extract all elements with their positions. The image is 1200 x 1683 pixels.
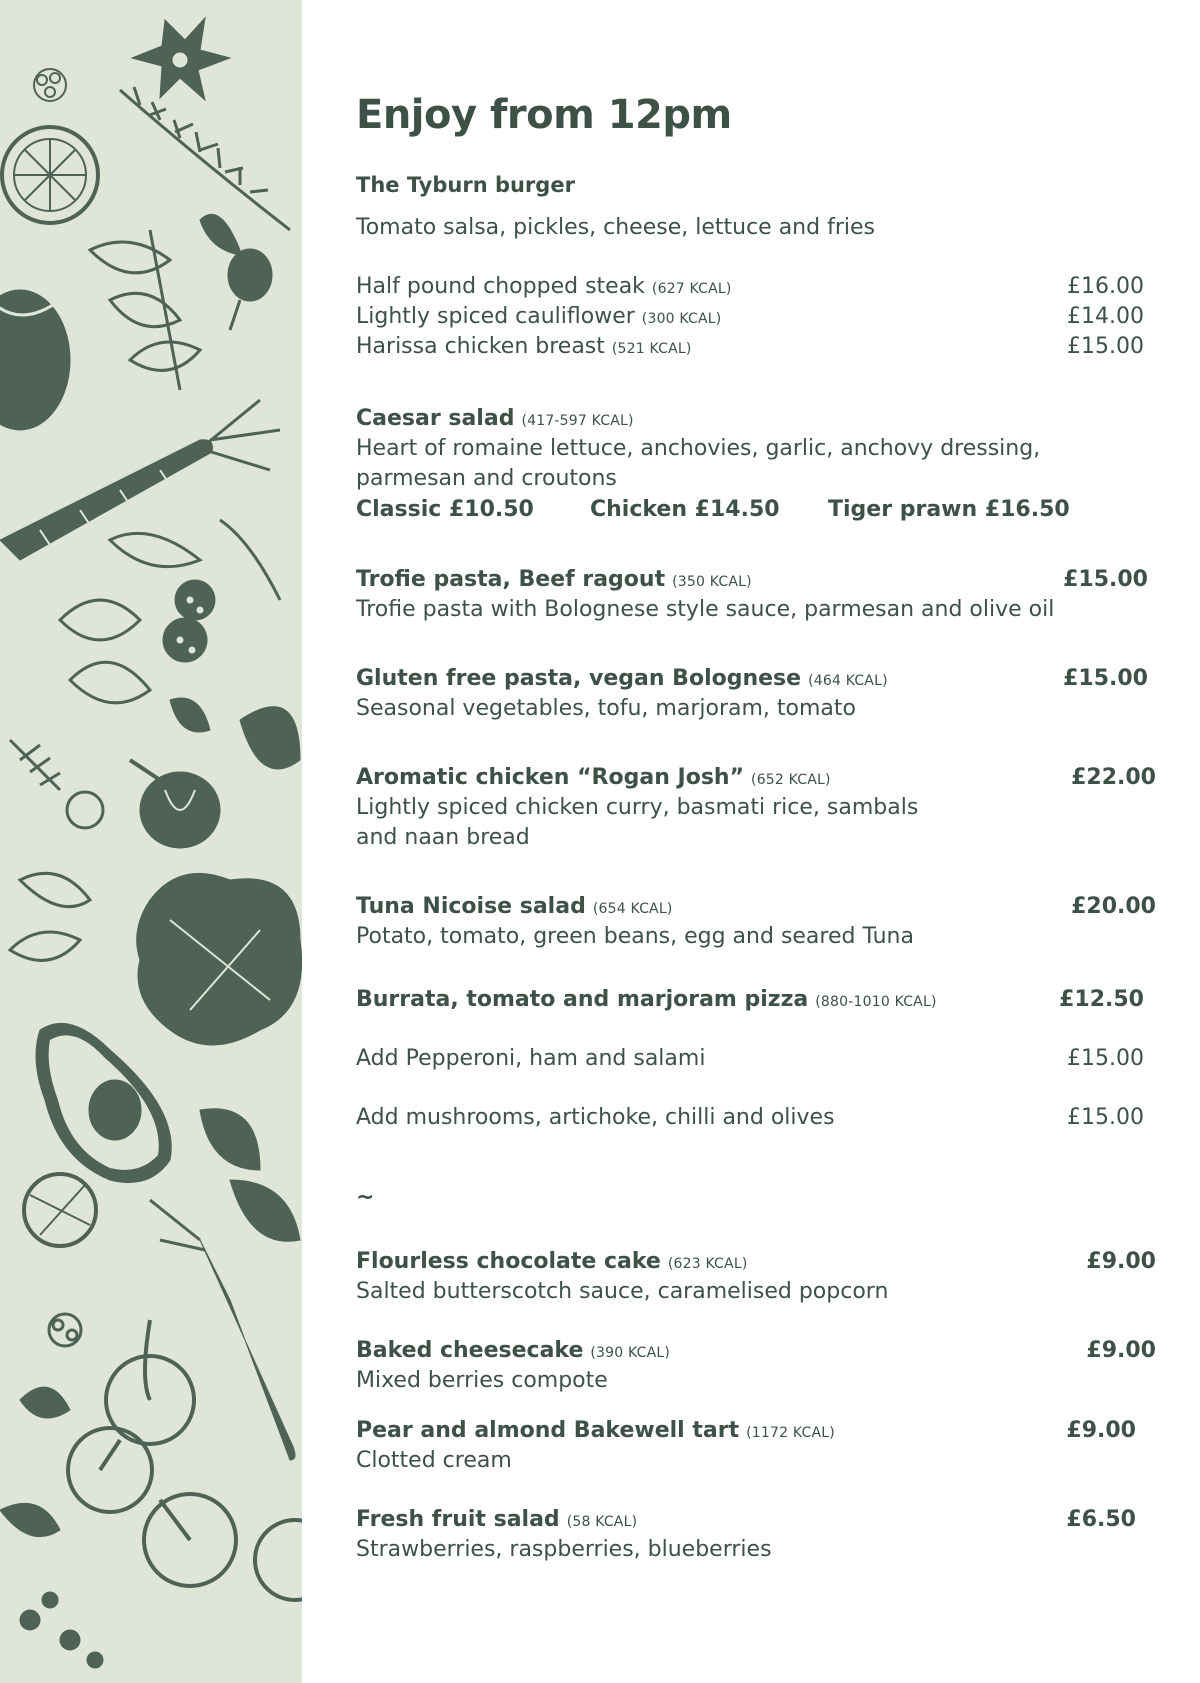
price: £15.00 [1063,666,1148,691]
kcal-label: (464 KCAL) [808,673,888,689]
kcal-label: (627 KCAL) [651,281,732,297]
item-description-burger: Tomato salsa, pickles, cheese, lettuce and fries [356,215,875,240]
price: £9.00 [1086,1338,1156,1363]
raspberry-icon [67,792,103,828]
flower-icon [49,1314,81,1346]
kcal-label: (521 KCAL) [611,341,692,357]
item-name: Trofie pasta, Beef ragout [356,567,666,592]
item-name: Gluten free pasta, vegan Bolognese [356,666,802,691]
item-title-gluten-free [356,664,1156,694]
kcal-label: (623 KCAL) [667,1256,748,1272]
orange-slice-icon [255,1520,302,1600]
dessert-description-chocolate-cake: Salted butterscotch sauce, caramelised popcorn [356,1279,889,1304]
price: £15.00 [1067,1105,1144,1130]
dessert-description-bakewell-tart: Clotted cream [356,1448,512,1473]
dessert-title-bakewell-tart [356,1416,1156,1446]
basil-leaf-icon [90,230,200,390]
item-title-caesar [356,404,1156,434]
tomato-vine-icon [68,1320,236,1586]
dessert-description-cheesecake: Mixed berries compote [356,1368,608,1393]
kcal-label: (880-1010 KCAL) [815,994,937,1010]
price: £6.50 [1066,1507,1136,1532]
addon-name: Add Pepperoni, ham and salami [356,1046,706,1071]
caesar-options [356,495,1156,525]
item-title-pizza [356,985,1156,1015]
pomegranate-icon [24,1174,96,1246]
price: £16.00 [1067,274,1144,299]
price: £9.00 [1086,1249,1156,1274]
price: £9.00 [1066,1418,1136,1443]
item-name: Fresh fruit salad [356,1507,560,1532]
item-title-burger: The Tyburn burger [356,173,575,197]
radish-icon [200,214,272,330]
price: £15.00 [1063,567,1148,592]
burger-option-cauliflower [356,302,1156,332]
kcal-label: (390 KCAL) [590,1345,671,1361]
item-title-nicoise [356,892,1156,922]
price: £20.00 [1071,894,1156,919]
kcal-label: (300 KCAL) [641,311,722,327]
kcal-label: (350 KCAL) [672,574,752,590]
pizza-addon-pepperoni [356,1044,1156,1074]
item-name: Pear and almond Bakewell tart [356,1418,740,1443]
kcal-label: (1172 KCAL) [746,1425,835,1441]
addon-name: Add mushrooms, artichoke, chilli and olives [356,1105,835,1130]
herb-sprig-icon [0,1387,103,1668]
dessert-title-cheesecake [356,1336,1156,1366]
menu-content [356,0,1156,1683]
rosemary-icon [120,87,290,230]
item-name: Flourless chocolate cake [356,1249,661,1274]
kcal-label: (417-597 KCAL) [521,413,634,429]
item-description-rogan-josh-2: and naan bread [356,825,530,850]
item-description-trofie: Trofie pasta with Bolognese style sauce, parmesan and olive oil [356,597,1055,622]
option-classic: Classic £10.50 [356,497,534,522]
burger-option-chicken [356,332,1156,362]
price: £12.50 [1059,987,1144,1012]
kcal-label: (654 KCAL) [592,901,673,917]
price: £15.00 [1067,1046,1144,1071]
item-description-caesar-2: parmesan and croutons [356,466,617,491]
dessert-title-chocolate-cake [356,1247,1156,1277]
price: £15.00 [1067,334,1144,359]
menu-heading: Enjoy from 12pm [356,92,732,138]
kcal-label: (58 KCAL) [566,1514,638,1530]
item-title-rogan-josh [356,763,1156,793]
kcal-label: (652 KCAL) [751,772,831,788]
garlic-icon [170,698,210,732]
basil-leaf-icon [60,520,280,703]
item-name: Tuna Nicoise salad [356,894,586,919]
raspberry-icon [163,580,215,662]
item-name: Burrata, tomato and marjoram pizza [356,987,809,1012]
raspberry-icon [34,69,66,101]
item-name: Aromatic chicken “Rogan Josh” [356,765,745,790]
basil-leaf-icon [200,1109,300,1242]
item-description-nicoise: Potato, tomato, green beans, egg and seared Tuna [356,924,914,949]
item-description-gluten-free: Seasonal vegetables, tofu, marjoram, tomato [356,696,856,721]
onion-icon [130,760,220,848]
orange-slice-icon [2,127,98,223]
item-description-rogan-josh-1: Lightly spiced chicken curry, basmati rice, sambals [356,795,919,820]
item-title-trofie [356,565,1156,595]
dessert-title-fruit-salad [356,1505,1156,1535]
price: £22.00 [1071,765,1156,790]
option-chicken: Chicken £14.50 [590,497,780,522]
avocado-icon [36,1023,171,1182]
item-name: Baked cheesecake [356,1338,584,1363]
section-separator: ~ [356,1185,375,1210]
dessert-description-fruit-salad: Strawberries, raspberries, blueberries [356,1537,772,1562]
basil-leaf-icon [240,707,300,769]
pizza-addon-mushroom [356,1103,1156,1133]
item-description-caesar-1: Heart of romaine lettuce, anchovies, garlic, anchovy dressing, [356,436,1041,461]
price: £14.00 [1067,304,1144,329]
option-name: Harissa chicken breast [356,334,605,359]
herb-sprig-icon [10,740,90,960]
option-tiger-prawn: Tiger prawn £16.50 [828,497,1070,522]
decorative-side-panel [0,0,302,1683]
turnip-icon [0,290,70,430]
flower-icon [132,18,230,100]
option-name: Half pound chopped steak [356,274,645,299]
burger-option-steak [356,272,1156,302]
option-name: Lightly spiced cauliflower [356,304,635,329]
item-name: Caesar salad [356,406,515,431]
lettuce-icon [137,873,302,1045]
